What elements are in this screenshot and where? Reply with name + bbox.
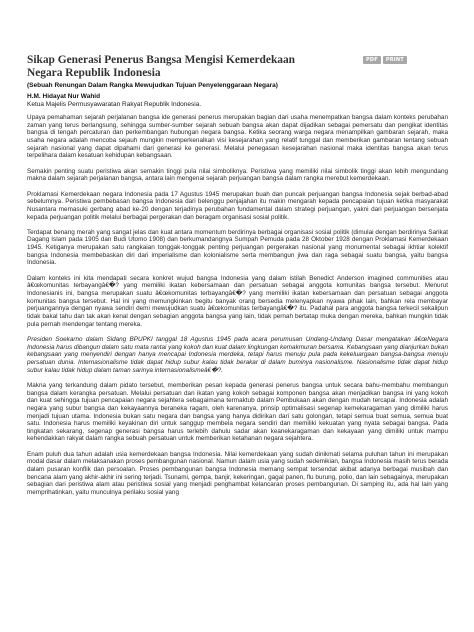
pdf-icon[interactable]: PDF [363, 56, 381, 64]
print-icon[interactable]: PRINT [383, 56, 407, 64]
paragraph-quote: Presiden Soekarno dalam Sidang BPUPKI tanggal 18 Agustus 1945 pada acara perumusan Undang-Undang Dasar mengatakan â€œNegara Indonesia harus dibangun dalam satu mata rantai yang kokoh dan kuat dalam lingkungan kemakmuran bersama. Kebangsaan yang dianjurkan bukan kebangsaan yang menyendiri dengan hanya mencapai Indonesia merdeka, tetapi harus menuju pula pada kekeluargaan bangsa-bangsa menuju persatuan dunia. Internasionalisme tidak dapat hidup subur kalau tidak berakar di dalam buminya nasionalisme. Nasionalisme tidak dapat hidup subur kalau tidak hidup dalam taman sarinya internasionalismeâ€�?. [27, 335, 448, 374]
paragraph: Makna yang terkandung dalam pidato tersebut, memberikan pesan kepada generasi penerus bangsa untuk secara bahu-membahu membangun bangsa dalam kerangka persatuan. Melalui persatuan dan ikatan yang kokoh sebagai komponen bangsa akan menjadikan bangsa ini yang kokoh dan kuat sehingga tujuan pencapaian negara sejahtera sebagaimana termaktub dalam Pembukaan akan dengan mudah tercapai. Indonesia adalah negara yang subur bangsa dan kekayaannya beraneka ragam, oleh karenanya, prinsip optimalisasi segenap kemekaragaman yang dimiliki harus menjadi tujuan utama. Indonesia bukan satu negara dan bangsa yang hanya didirikan dari satu golongan, tetapi semua buat semua, semua buat satu. Indonesia harus memiliki keyakinan diri untuk sanggup membela negara sendiri dan memiliki kekuatan yang nyata sebagai bangsa. Pada tingkatan sekarang, segenap generasi bangsa harus terlebih dahulu sadar akan keanekaragaman dan kekayaan yang dimiliki untuk mampu kehendakkan rakyat dalam rangka sebuah persatuan untuk memberikan ketahanan negara sejahtera. [27, 381, 448, 443]
paragraph: Semakin penting suatu peristiwa akan semakin tinggi pula nilai simboliknya. Peristiwa yang memiliki nilai simbolik tinggi akan lebih mengundang makna dalam sejarah perjalanan bangsa, antara lain mengenai sejarah perjuangan bangsa dalam rangka merebut kemerdekaan. [27, 167, 448, 183]
paragraph: Proklamasi Kemerdekaan negara Indonesia pada 17 Agustus 1945 merupakan buah dan puncak perjuangan bangsa Indonesia sejak berbad-abad sebelumnya. Peristiwa pembebasan bangsa Indonesia dari belenggu penjajahan itu makin mengarah kepada pencapaian tujuan ketika masyarakat Nusantara memasuki gerbang abad ke-20 dengan terjadinya perubahan fundamental dalam strategi perjuangan, yakni dari perjuangan bersenjata kepada perjuangan politik melalui berbagai pergerakan dan beragam organisasi sosial politik. [27, 190, 448, 221]
document-body [27, 114, 448, 504]
document-header [27, 54, 447, 110]
paragraph: Terdapat benang merah yang sangat jelas dan kuat antara momentum berdirinya berbagai organisasi sosial politik (dimulai dengan berdirinya Sarikat Dagang Islam pada 1905 dan Budi Utomo 1908) dan berkumandangnya Sumpah Pemuda pada 28 Oktober 1928 dengan Proklamasi Kemerdekaan 1945. Ketiganya merupakan satu rangkaian tonggak-tonggak penting perjuangan pergerakan nasional yang monumental sebagai ikhtiar kolektif bangsa Indonesia membebaskan diri dari imperialisme dan kolonialisme serta membangun jiwa dan raga sebagai suatu bangsa, yaitu bangsa Indonesia. [27, 228, 448, 267]
paragraph: Dalam konteks ini kita mendapati secara konkret wujud bangsa Indonesia yang dalam istilah Benedict Anderson imagined communities atau â€œkomunitas terbayangâ€�? yang memiliki ikatan kebersamaan dan persatuan sebagai anggota komunitas bangsa tersebut. Menurut Indonesianis ini, bangsa merupakan suatu â€œkomunitas terbayangâ€�? yang memiliki ikatan kebersamaan dan persatuan sebagai anggota komunitas bangsa tersebut. Hal ini yang memungkinkan begitu banyak orang bersedia melenyapkan nyawa pihak lain, bahkan rela membayar perjuangannya dengan nyawa sendiri demi mewujudkan suatu â€œkomunitas terbayangâ€�? itu. Padahal para anggota bangsa terkecil sekalipun tidak bakal tahu dan tak akan kenal dengan sebagian anggota bangsa yang lain, tidak pernah bertatap muka dengan mereka, bahkan mungkin tidak pula pernah mendengar tentang mereka. [27, 274, 448, 328]
document-subtitle: (Sebuah Renungan Dalam Rangka Mewujudkan Tujuan Penyelenggaraan Negara) [27, 82, 278, 89]
export-badges [363, 56, 407, 64]
author-affiliation: Ketua Majelis Permusyawaratan Rakyat Republik Indonesia. [27, 101, 202, 109]
paragraph: Upaya pemahaman sejarah perjalanan bangsa ide generasi penerus merupakan bagian dari usaha menempatkan bangsa dalam konteks perubahan zaman yang terus berlangsung, sehingga sumber-sumber sejarah sebuah bangsa akan dapat dijadikan sebagai pemersatu dan pengikat identitas bangsa di tengah percaturan dan perkembangan hubungan negara bangsa. Ketika seorang warga negara menampilkan gambaran sejarah, maka usaha negara adalah mencoba sejauh mungkin memperkenalkan visi kesejarahan yang relatif tunggal dan memberikan gambaran tentang sebuah sejarah nasional yang dapat dipahami dari generasi ke generasi. Melalui penegasan kesejarahan nasional maka identitas bangsa akan terus terpelihara dalam kesatuan kehidupan kebangsaan. [27, 114, 448, 160]
paragraph: Enam puluh dua tahun adalah usia kemerdekaan bangsa Indonesia. Nilai kemerdekaan yang sudah dinikmati selama puluhan tahun ini merupakan modal dasar dalam melaksanakan proses pembangunan nasional. Namun dalam usia yang sudah sedemikian, bangsa Indonesia masih terus berada dalam pusaran konflik dan persoalan. Proses pembangunan bangsa Indonesia memang sempat tersendat akibat adanya berbagai musibah dan bencana alam yang akhir-akhir ini sering terjadi. Tsunami, gempa, banjir, kekeringan, gagal panen, flu burung, polio, dan lain sebagainya, merupakan sebagian dari peristiwa alam atau peristiwa sosial yang menjadi penghambat kelancaran proses pembangunan. Di samping itu, ada hal lain yang memprihatinkan, yaitu munculnya perilaku sosial yang [27, 450, 448, 497]
author-name: H.M. Hidayat Nur Wahid [27, 92, 101, 100]
document-title: Sikap Generasi Penerus Bangsa Mengisi Kemerdekaan Negara Republik Indonesia [27, 54, 296, 79]
